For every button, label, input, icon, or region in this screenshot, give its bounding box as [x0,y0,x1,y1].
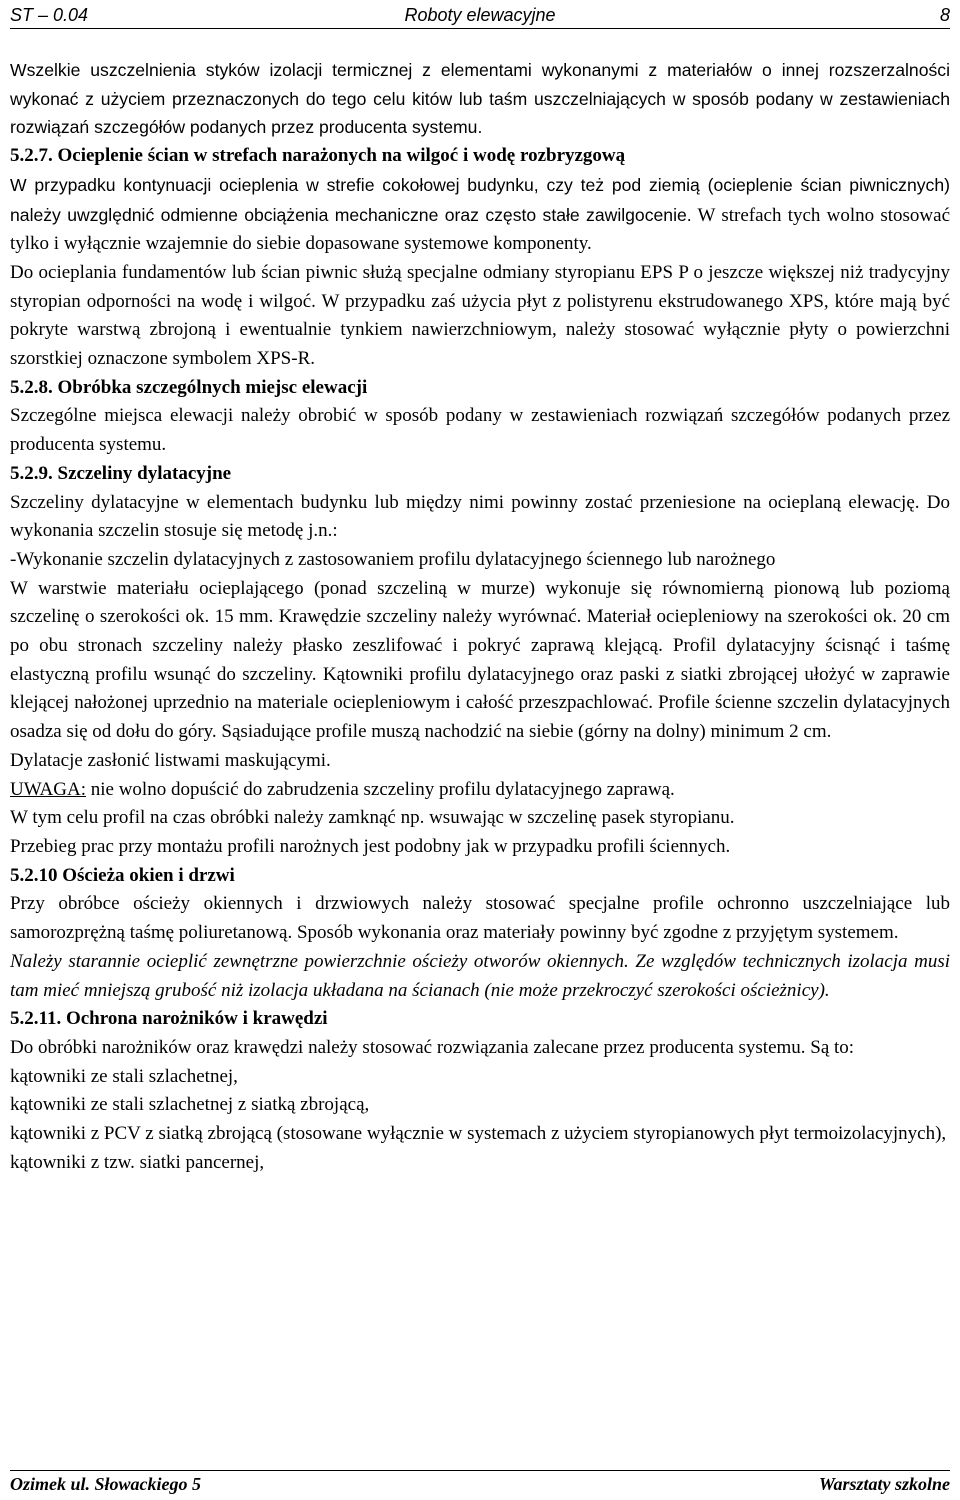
list-item: kątowniki ze stali szlachetnej z siatką zbrojącą, [10,1094,370,1116]
italic-note-paragraph: Należy starannie ocieplić zewnętrzne powierzchnie ościeży otworów okiennych. Ze względów technicznych izolacja musi tam mieć mniejszą grubość niż izolacja układana na ścianach (nie może przekroczyć szerokości ościeżnicy). [10,950,950,1001]
paragraph: Szczególne miejsca elewacji należy obrobić w sposób podany w zestawieniach rozwiązań szczegółów podanych przez producenta systemu. [10,405,950,456]
section-heading-5-2-10: 5.2.10 Ościeża okien i drzwi [10,864,235,886]
section-heading-5-2-11: 5.2.11. Ochrona narożników i krawędzi [10,1008,328,1030]
paragraph: Do obróbki narożników oraz krawędzi należy stosować rozwiązania zalecane przez producenta systemu. Są to: [10,1036,855,1058]
paragraph: W warstwie materiału ocieplającego (ponad szczeliną w murze) wykonuje się równomierną pionową lub poziomą szczelinę o szerokości ok. 15 mm. Krawędzie szczeliny należy wyrównać. Materiał ociepleniowy na szerokości ok. 20 cm po obu stronach szczeliny należy płasko zeszlifować i pokryć zaprawą klejącą. Profil dylatacyjny ścisnąć i taśmę elastyczną profilu wsunąć do szczeliny. Kątowniki profilu dylatacyjnego oraz paski z siatki zbrojącej ułożyć w zaprawie klejącej nałożonej uprzednio na materiale ociepleniowym i całość przeszpachlować. Profile ścienne szczelin dylatacyjnych osadza się od dołu do góry. Sąsiadujące profile muszą nachodzić na siebie (górny na dolny) minimum 2 cm. [10,577,950,743]
section-heading-5-2-9: 5.2.9. Szczeliny dylatacyjne [10,462,232,484]
header-page-number: 8 [939,5,950,25]
paragraph: -Wykonanie szczelin dylatacyjnych z zastosowaniem profilu dylatacyjnego ściennego lub narożnego [10,548,776,570]
page-header [10,2,950,29]
header-document-code: ST – 0.04 [10,5,89,25]
page-footer [10,1470,950,1497]
paragraph: W tym celu profil na czas obróbki należy zamknąć np. wsuwając w szczelinę pasek styropianu. [10,807,735,829]
paragraph-text: W przypadku zaś użycia płyt z polistyrenu ekstrudowanego XPS, które mają być pokryte warstwą zbrojoną i ewentualnie tynkiem nawierzchniowym, należy stosować wyłącznie płyty o powierzchni szorstkiej oznaczone symbolem XPS-R. [10,290,950,370]
paragraph-text: Do ocieplania fundamentów lub ścian piwnic służą specjalne odmiany styropianu EPS P o jeszcze większej niż tradycyjny styropian odporności na wodę i wilgoć. [10,261,950,312]
page-body [10,56,950,1177]
paragraph: Przebieg prac przy montażu profili narożnych jest podobny jak w przypadku profili ściennych. [10,835,731,857]
warning-paragraph [10,776,950,805]
paragraph [10,171,950,259]
paragraph-text: W przypadku kontynuacji ocieplenia w strefie cokołowej budynku, czy też pod ziemią (ocieplenie ścian piwnicznych) należy uwzględnić odmienne obciążenia mechaniczne oraz często stałe zawilgocenie. [10,174,950,225]
warning-text: nie wolno dopuścić do zabrudzenia szczeliny profilu dylatacyjnego zaprawą. [86,778,675,800]
section-heading-5-2-7: 5.2.7. Ocieplenie ścian w strefach narażonych na wilgoć i wodę rozbryzgową [10,145,626,167]
intro-paragraph: Wszelkie uszczelnienia styków izolacji termicznej z elementami wykonanymi z materiałów o innej rozszerzalności wykonać z użyciem przeznaczonych do tego celu kitów lub taśm uszczelniających w sposób podany w zestawieniach rozwiązań szczegółów podanych przez producenta systemu. [10,60,950,138]
list-item: kątowniki ze stali szlachetnej, [10,1065,238,1087]
list-item: kątowniki z PCV z siatką zbrojącą (stosowane wyłącznie w systemach z użyciem styropianowych płyt termoizolacyjnych), [10,1123,947,1145]
paragraph-text: W strefach tych wolno stosować tylko i wyłącznie wzajemnie do siebie dopasowane systemowe komponenty. [10,204,950,255]
paragraph: Przy obróbce ościeży okiennych i drzwiowych należy stosować specjalne profile ochronno uszczelniające lub samorozprężną taśmę poliuretanową. Sposób wykonania oraz materiały powinny być zgodne z przyjętym systemem. [10,893,950,944]
footer-address: Ozimek ul. Słowackiego 5 [10,1474,202,1494]
paragraph [10,259,950,374]
warning-label: UWAGA: [10,778,86,800]
paragraph: Dylatacje zasłonić listwami maskującymi. [10,749,331,771]
footer-organization: Warsztaty szkolne [818,1474,950,1494]
section-heading-5-2-8: 5.2.8. Obróbka szczególnych miejsc elewacji [10,376,368,398]
paragraph: Szczeliny dylatacyjne w elementach budynku lub między nimi powinny zostać przeniesione na ocieplaną elewację. Do wykonania szczelin stosuje się metodę j.n.: [10,491,950,542]
header-document-title: Roboty elewacyjne [404,5,556,25]
list-item: kątowniki z tzw. siatki pancernej, [10,1151,265,1173]
